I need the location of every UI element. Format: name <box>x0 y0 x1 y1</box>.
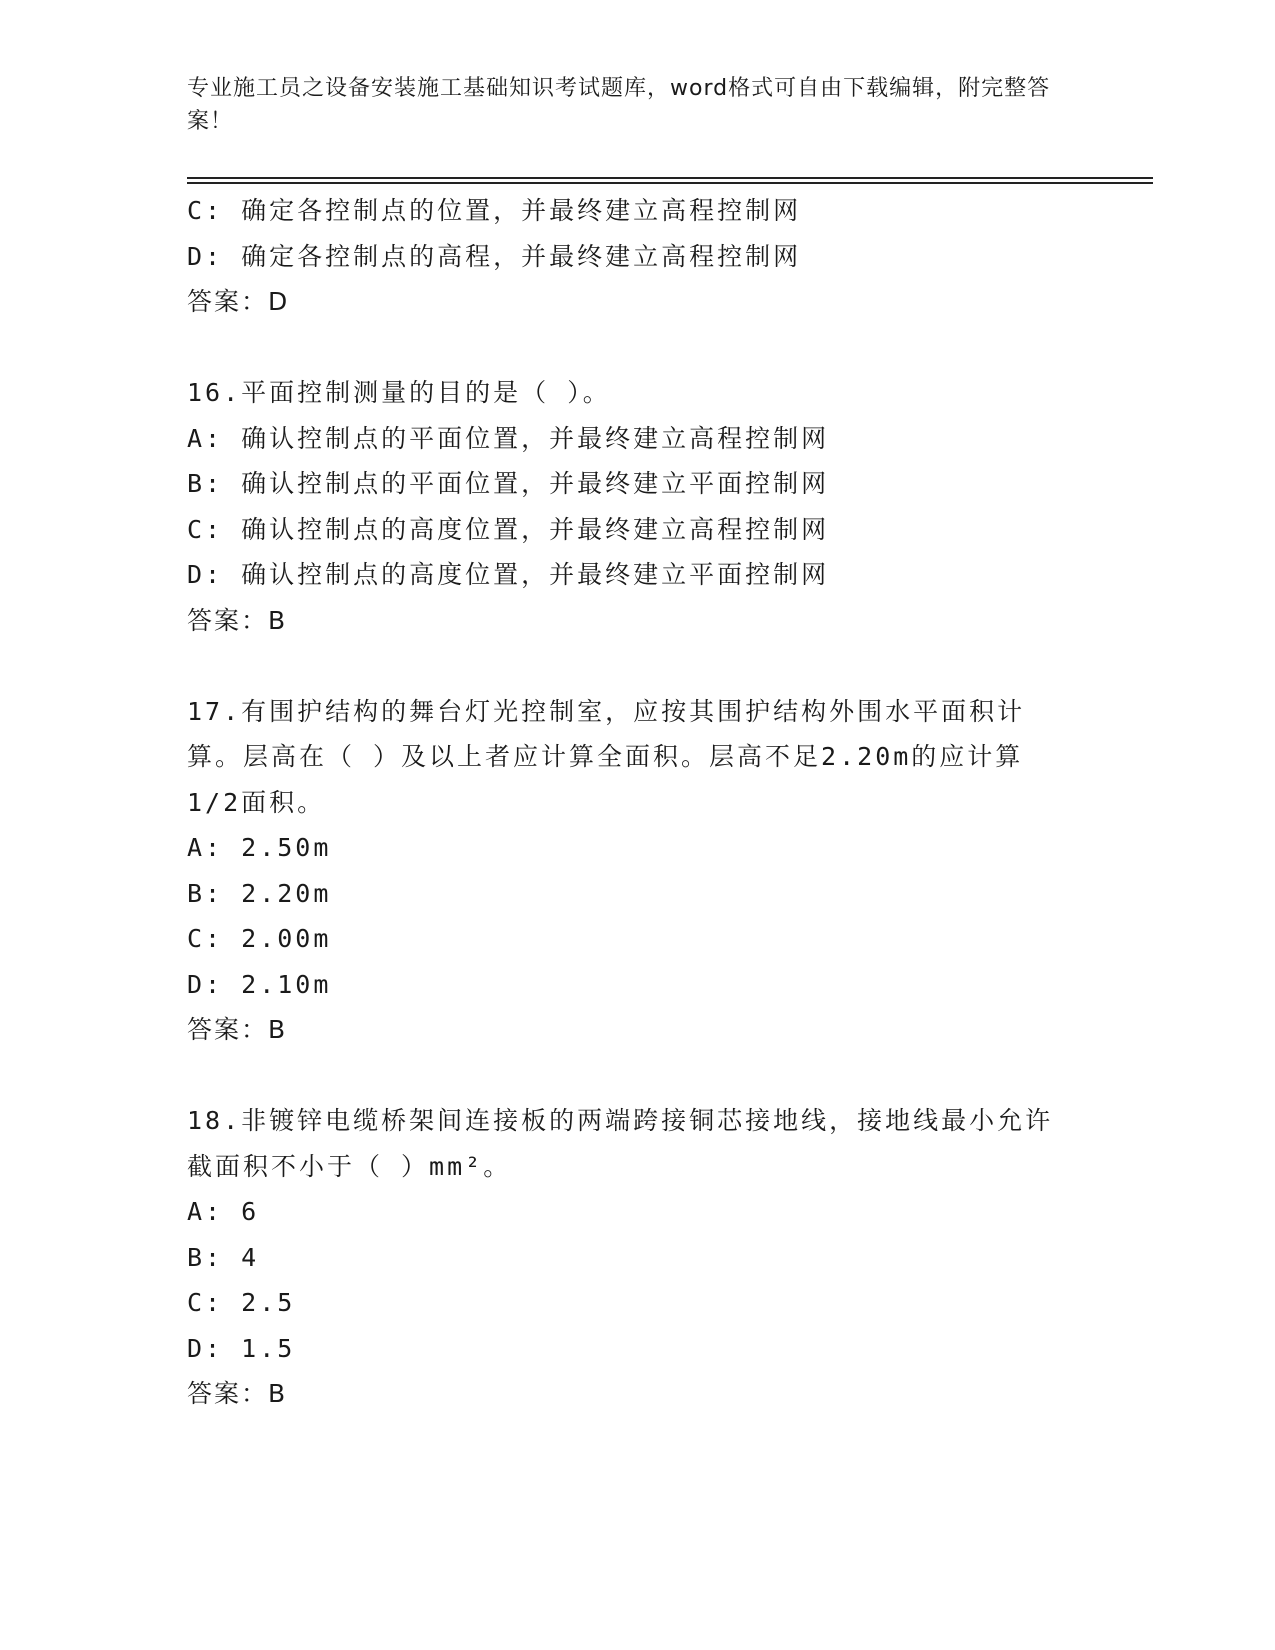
question-list <box>187 188 1087 1417</box>
question-17 <box>187 689 1087 1053</box>
question-text: 17.有围护结构的舞台灯光控制室，应按其围护结构外围水平面积计算。层高在（ ）及以上者应计算全面积。层高不足2.20m的应计算1/2面积。 <box>187 696 1026 817</box>
option-c: C: 确认控制点的高度位置，并最终建立高程控制网 <box>187 514 830 544</box>
option-b: B: 确认控制点的平面位置，并最终建立平面控制网 <box>187 469 830 498</box>
header-divider-top <box>187 177 1153 179</box>
option-a: A: 6 <box>187 1197 260 1226</box>
question-16 <box>187 370 1087 643</box>
header-title: 专业施工员之设备安装施工基础知识考试题库，word格式可自由下载编辑，附完整答案！ <box>187 76 1051 134</box>
option-d: D: 确认控制点的高度位置，并最终建立平面控制网 <box>187 560 830 589</box>
option-c: C: 2.5 <box>187 1288 296 1317</box>
option-b: B: 4 <box>187 1242 260 1272</box>
question-18 <box>187 1098 1087 1417</box>
question-carryover <box>187 188 1087 325</box>
spacer <box>187 643 1087 689</box>
answer-line: 答案：D <box>187 287 290 316</box>
spacer <box>187 325 1087 371</box>
option-d: D: 2.10m <box>187 969 332 999</box>
answer-line: 答案：B <box>187 605 288 635</box>
option-c: C: 确定各控制点的位置，并最终建立高程控制网 <box>187 196 802 225</box>
option-a: A: 确认控制点的平面位置，并最终建立高程控制网 <box>187 423 830 453</box>
option-d: D: 1.5 <box>187 1333 296 1363</box>
document-header <box>187 72 1067 138</box>
answer-line: 答案：B <box>187 1015 288 1044</box>
option-b: B: 2.20m <box>187 878 332 908</box>
question-text: 16.平面控制测量的目的是（ ）。 <box>187 378 611 407</box>
spacer <box>187 1053 1087 1099</box>
option-c: C: 2.00m <box>187 924 332 953</box>
header-divider-bottom <box>187 182 1153 184</box>
option-a: A: 2.50m <box>187 833 332 862</box>
question-text: 18.非镀锌电缆桥架间连接板的两端跨接铜芯接地线，接地线最小允许截面积不小于（ ）mm²。 <box>187 1106 1054 1181</box>
answer-line: 答案：B <box>187 1379 288 1408</box>
option-d: D: 确定各控制点的高程，并最终建立高程控制网 <box>187 241 802 271</box>
